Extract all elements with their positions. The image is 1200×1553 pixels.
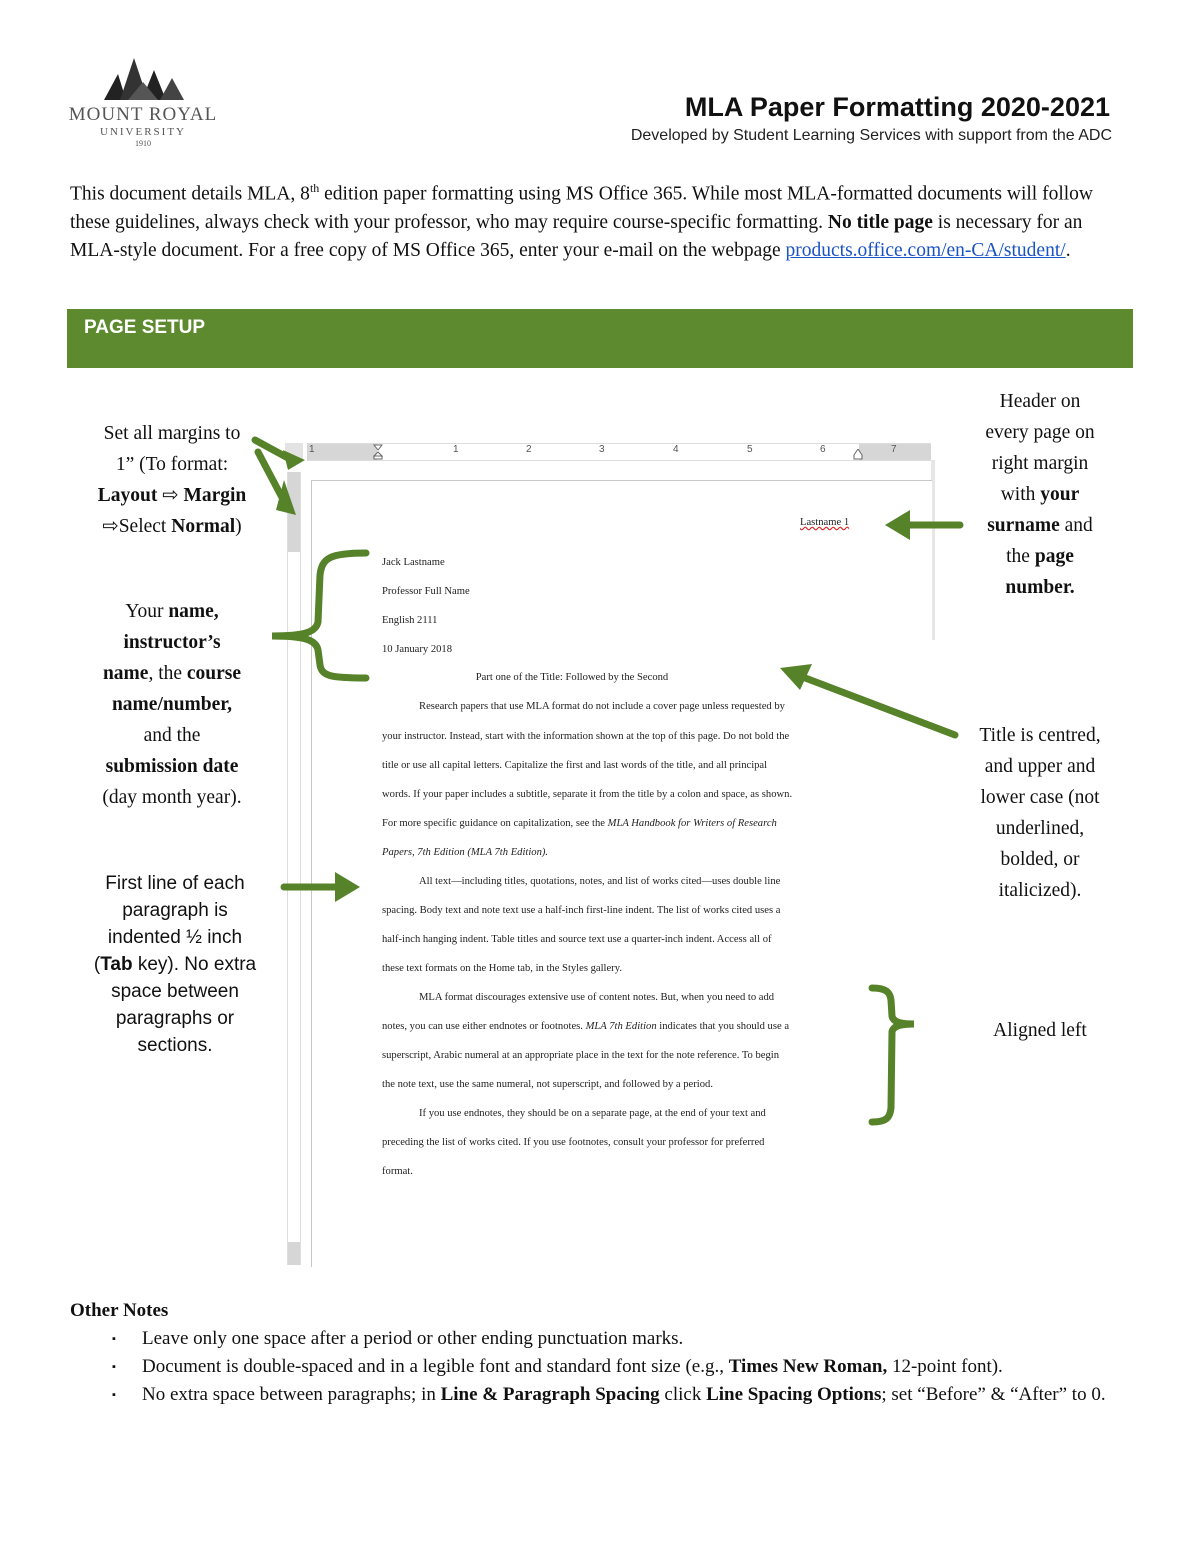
- body-line: half-inch hanging indent. Table titles and source text use a quarter-inch indent. Access all of: [382, 934, 772, 945]
- logo-year: 1910: [135, 139, 151, 148]
- indent-note-line: First line of each: [105, 873, 245, 894]
- date-line: 10 January 2018: [382, 644, 453, 655]
- list-item: [70, 1381, 1150, 1409]
- body-line: superscript, Arabic numeral at an appropriate place in the text for the note reference. To begin: [382, 1050, 780, 1061]
- header-note-text: with: [1000, 484, 1041, 505]
- name-note-text: , the: [148, 663, 187, 684]
- header-note-bold: surname: [987, 515, 1060, 536]
- document-title: MLA Paper Formatting 2020-2021: [684, 92, 1110, 122]
- list-item: [70, 1325, 1150, 1353]
- title-note-line: underlined,: [995, 818, 1085, 839]
- intro-text-1: This document details MLA, 8: [70, 183, 310, 205]
- body-line: preceding the list of works cited. If you use footnotes, consult your professor for preferred: [382, 1137, 765, 1148]
- body-line: title or use all capital letters. Capitalize the first and last words of the title, and all principal: [382, 760, 768, 771]
- indent-note-line: indented ½ inch: [107, 927, 243, 948]
- select-text: Select: [118, 516, 172, 537]
- ruler-number: 2: [526, 444, 532, 455]
- name-note-text: Your: [125, 601, 169, 622]
- ruler-number: 1: [309, 444, 315, 455]
- intro-end: .: [1065, 239, 1071, 261]
- section-title: PAGE SETUP: [84, 317, 206, 338]
- arrowhead-icon: [885, 510, 910, 540]
- name-note-bold: name/number,: [111, 694, 233, 715]
- note-bold: Line Spacing Options: [706, 1384, 882, 1405]
- tab-key-label: Tab: [100, 954, 133, 975]
- note-bold: Line & Paragraph Spacing: [440, 1384, 660, 1405]
- body-line: these text formats on the Home tab, in the Styles gallery.: [382, 963, 622, 974]
- title-arrow-icon: [800, 676, 955, 735]
- body-italic: MLA Handbook for Writers of Research: [607, 818, 777, 829]
- student-name-line: Jack Lastname: [382, 557, 445, 568]
- header-note-line: Header on: [999, 391, 1081, 412]
- note-text: No extra space between paragraphs; in: [142, 1384, 441, 1405]
- header-note-bold: your: [1040, 484, 1080, 505]
- logo-name: MOUNT ROYAL: [68, 104, 218, 125]
- body-line: spacing. Body text and note text use a half-inch first-line indent. The list of works cited uses a: [382, 905, 781, 916]
- ruler-number: 7: [891, 444, 897, 455]
- title-note-line: bolded, or: [1000, 849, 1080, 870]
- bullet-icon: ▪: [112, 1361, 116, 1373]
- body-line: Research papers that use MLA format do not include a cover page unless requested by: [419, 701, 785, 712]
- body-line: MLA format discourages extensive use of content notes. But, when you need to add: [419, 992, 775, 1003]
- bullet-icon: ▪: [112, 1389, 116, 1401]
- layout-label: Layout: [97, 485, 163, 506]
- body-line: Papers, 7th Edition (MLA 7th Edition).: [382, 847, 549, 858]
- note-bold: Times New Roman,: [728, 1356, 888, 1377]
- indent-note-line: space between: [111, 981, 239, 1002]
- ruler-number: 3: [599, 444, 605, 455]
- name-note-line: (day month year).: [102, 787, 242, 808]
- name-brace-icon: [272, 553, 366, 678]
- body-line: All text—including titles, quotations, notes, and list of works cited—uses double line: [419, 876, 781, 887]
- indent-note-text: key). No extra: [132, 954, 257, 975]
- office-student-link[interactable]: products.office.com/en-CA/student/: [785, 239, 1066, 261]
- align-brace-icon: [872, 988, 914, 1122]
- paper-title-line: Part one of the Title: Followed by the Second: [475, 672, 669, 683]
- header-note-line: every page on: [985, 422, 1095, 443]
- note-text: Document is double-spaced and in a legible font and standard font size (e.g.,: [142, 1356, 729, 1377]
- header-note-text: and: [1059, 515, 1093, 536]
- name-note-line: and the: [143, 725, 201, 746]
- header-note-text: the: [1006, 546, 1035, 567]
- title-note-line: Title is centred,: [979, 725, 1101, 746]
- name-note-bold: instructor’s: [123, 632, 221, 653]
- body-line: the note text, use the same numeral, not superscript, and followed by a period.: [382, 1079, 713, 1090]
- normal-label: Normal: [171, 516, 236, 537]
- body-text: indicates that you should use a: [656, 1021, 790, 1032]
- name-note-bold: name,: [168, 601, 219, 622]
- margin-label: Margin: [178, 485, 247, 506]
- ruler-number: 6: [820, 444, 826, 455]
- body-italic: MLA 7th Edition: [585, 1021, 657, 1032]
- title-note-line: italicized).: [998, 880, 1082, 901]
- margins-note-line: Set all margins to: [103, 423, 241, 444]
- header-note-bold: number.: [1005, 577, 1075, 598]
- ruler-number: 1: [453, 444, 459, 455]
- course-line: English 2111: [382, 615, 438, 626]
- arrow-right-icon: ⇨: [102, 516, 119, 537]
- margins-note-line: 1” (To format:: [115, 454, 229, 475]
- arrowhead-icon: [283, 450, 305, 470]
- name-note-bold: name: [102, 663, 149, 684]
- paren-close: ): [235, 516, 242, 537]
- bullet-icon: ▪: [112, 1333, 116, 1345]
- name-note-bold: submission date: [105, 756, 239, 777]
- body-line: If you use endnotes, they should be on a separate page, at the end of your text and: [419, 1108, 766, 1119]
- indent-note-line: paragraph is: [122, 900, 228, 921]
- document-subtitle: Developed by Student Learning Services with support from the ADC: [630, 127, 1112, 144]
- note-text: click: [659, 1384, 707, 1405]
- arrow-right-icon: ⇨: [162, 485, 179, 506]
- ruler-number: 4: [673, 444, 679, 455]
- header-note-bold: page: [1034, 546, 1074, 567]
- body-line: format.: [382, 1166, 413, 1177]
- intro-sup: th: [309, 181, 320, 195]
- align-note: Aligned left: [993, 1020, 1087, 1041]
- note-text: 12-point font).: [887, 1356, 1003, 1377]
- other-notes-heading: Other Notes: [70, 1300, 169, 1321]
- intro-bold: No title page: [827, 211, 933, 233]
- intro-text-2: edition paper formatting using MS Office 365. While most MLA-formatted documents will follow these guidelines, always check with your professor, who may require course-specific formatting.: [70, 183, 1094, 233]
- professor-line: Professor Full Name: [382, 586, 470, 597]
- logo-university: UNIVERSITY: [100, 126, 186, 138]
- ruler-number: 5: [747, 444, 753, 455]
- indent-note-line: paragraphs or: [115, 1008, 235, 1029]
- indent-note-text: (: [93, 954, 101, 975]
- body-text: notes, you can use either endnotes or footnotes.: [382, 1021, 586, 1032]
- body-line: your instructor. Instead, start with the information shown at the top of this page. Do not bold the: [382, 731, 790, 742]
- indent-note-line: sections.: [137, 1035, 213, 1056]
- other-notes-section: [70, 1297, 1150, 1409]
- title-note-line: and upper and: [984, 756, 1096, 777]
- other-notes-list: [70, 1325, 1150, 1409]
- body-line: words. If your paper includes a subtitle, separate it from the title by a colon and space, as shown.: [382, 789, 793, 800]
- note-text: ; set “Before” & “After” to 0.: [881, 1384, 1106, 1405]
- note-text: Leave only one space after a period or other ending punctuation marks.: [142, 1328, 684, 1349]
- list-item: [70, 1353, 1150, 1381]
- body-text: For more specific guidance on capitalization, see the: [382, 818, 608, 829]
- title-note-line: lower case (not: [980, 787, 1100, 808]
- header-note-line: right margin: [991, 453, 1089, 474]
- arrowhead-icon: [335, 872, 360, 902]
- intro-text-3: is necessary for an MLA-style document. For a free copy of MS Office 365, enter your e-mail on the webpage: [70, 211, 1083, 261]
- header-surname: Lastname 1: [800, 517, 850, 528]
- name-note-bold: course: [186, 663, 242, 684]
